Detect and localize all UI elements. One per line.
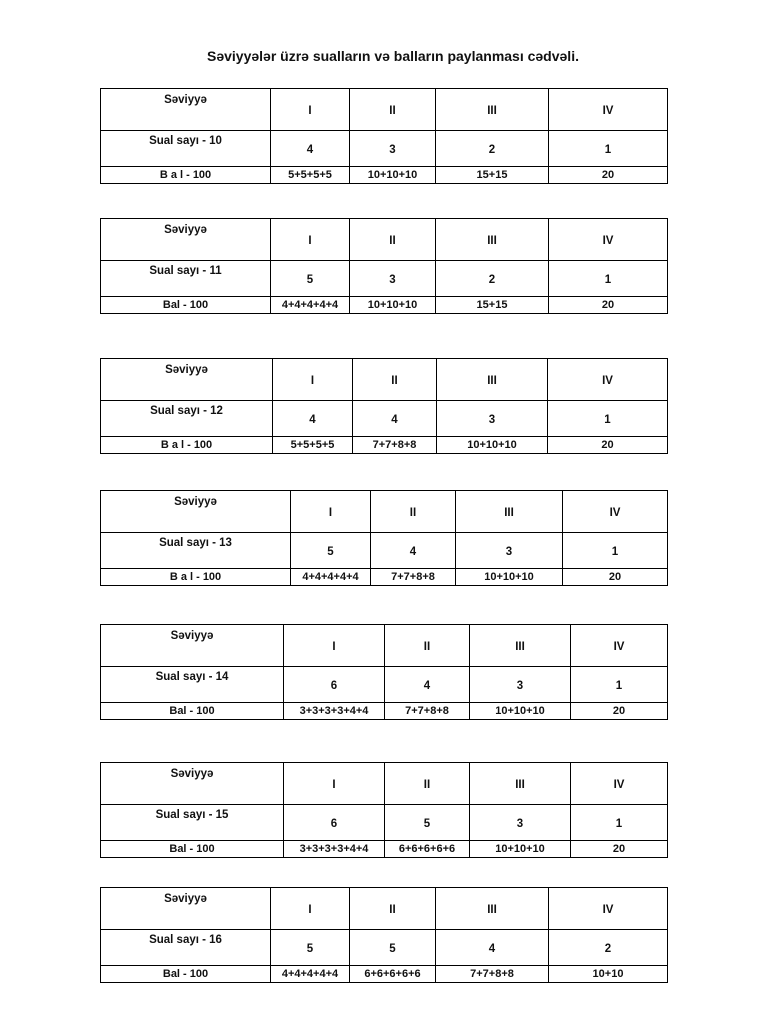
points-row: [101, 569, 668, 586]
level-cell: IV: [563, 491, 668, 533]
question-count-cell: 2: [436, 131, 549, 167]
level-row: [101, 625, 668, 667]
level-cell: II: [350, 219, 436, 261]
level-cell: III: [436, 89, 549, 131]
points-cell: 3+3+3+3+4+4: [284, 841, 385, 858]
question-count-row: [101, 667, 668, 703]
points-row: [101, 437, 668, 454]
points-cell: 20: [563, 569, 668, 586]
level-cell: II: [385, 625, 470, 667]
points-row: [101, 703, 668, 720]
question-count-cell: 5: [291, 533, 371, 569]
level-cell: I: [271, 219, 350, 261]
distribution-table-13: [100, 490, 668, 586]
points-cell: 10+10+10: [456, 569, 563, 586]
level-label-cell: Səviyyə: [101, 359, 273, 401]
level-label-cell: Səviyyə: [101, 491, 291, 533]
points-cell: 4+4+4+4+4: [291, 569, 371, 586]
question-count-label-cell: Sual sayı - 11: [101, 261, 271, 297]
question-count-cell: 5: [271, 930, 350, 966]
question-count-cell: 4: [436, 930, 549, 966]
points-cell: 7+7+8+8: [353, 437, 437, 454]
question-count-cell: 3: [470, 805, 571, 841]
level-row: [101, 763, 668, 805]
points-cell: 15+15: [436, 297, 549, 314]
level-cell: II: [371, 491, 456, 533]
points-cell: 5+5+5+5: [273, 437, 353, 454]
question-count-cell: 3: [350, 261, 436, 297]
points-cell: 20: [548, 437, 668, 454]
question-count-row: [101, 930, 668, 966]
level-cell: I: [271, 888, 350, 930]
points-cell: 20: [571, 703, 668, 720]
question-count-cell: 6: [284, 805, 385, 841]
question-count-label-cell: Sual sayı - 16: [101, 930, 271, 966]
page-title: Səviyyələr üzrə sualların və balların paylanması cədvəli.: [207, 48, 579, 64]
points-row: [101, 297, 668, 314]
level-cell: III: [437, 359, 548, 401]
level-label-cell: Səviyyə: [101, 219, 271, 261]
question-count-cell: 3: [470, 667, 571, 703]
points-cell: 10+10: [549, 966, 668, 983]
level-cell: IV: [571, 763, 668, 805]
points-cell: 20: [549, 297, 668, 314]
level-cell: IV: [549, 89, 668, 131]
level-cell: I: [271, 89, 350, 131]
question-count-row: [101, 533, 668, 569]
level-cell: IV: [548, 359, 668, 401]
question-count-cell: 1: [549, 261, 668, 297]
points-cell: 7+7+8+8: [436, 966, 549, 983]
question-count-cell: 5: [350, 930, 436, 966]
level-cell: III: [436, 888, 549, 930]
points-cell: 7+7+8+8: [385, 703, 470, 720]
question-count-label-cell: Sual sayı - 15: [101, 805, 284, 841]
question-count-label-cell: Sual sayı - 13: [101, 533, 291, 569]
level-cell: III: [456, 491, 563, 533]
level-cell: IV: [571, 625, 668, 667]
points-label-cell: Bal - 100: [101, 966, 271, 983]
points-row: [101, 841, 668, 858]
level-row: [101, 491, 668, 533]
points-cell: 4+4+4+4+4: [271, 966, 350, 983]
level-label-cell: Səviyyə: [101, 89, 271, 131]
question-count-cell: 2: [436, 261, 549, 297]
level-label-cell: Səviyyə: [101, 763, 284, 805]
level-cell: II: [350, 89, 436, 131]
points-cell: 10+10+10: [437, 437, 548, 454]
level-cell: III: [470, 763, 571, 805]
question-count-cell: 1: [548, 401, 668, 437]
points-label-cell: B a l - 100: [101, 437, 273, 454]
points-cell: 6+6+6+6+6: [385, 841, 470, 858]
points-cell: 20: [571, 841, 668, 858]
level-cell: II: [350, 888, 436, 930]
question-count-cell: 1: [549, 131, 668, 167]
question-count-cell: 1: [571, 805, 668, 841]
points-cell: 6+6+6+6+6: [350, 966, 436, 983]
points-cell: 15+15: [436, 167, 549, 184]
points-cell: 7+7+8+8: [371, 569, 456, 586]
level-row: [101, 89, 668, 131]
points-label-cell: Bal - 100: [101, 703, 284, 720]
level-cell: I: [273, 359, 353, 401]
level-cell: III: [470, 625, 571, 667]
level-label-cell: Səviyyə: [101, 625, 284, 667]
points-label-cell: B a l - 100: [101, 569, 291, 586]
distribution-table-11: [100, 218, 668, 314]
level-cell: I: [284, 625, 385, 667]
question-count-row: [101, 401, 668, 437]
distribution-table-15: [100, 762, 668, 858]
points-row: [101, 966, 668, 983]
question-count-row: [101, 805, 668, 841]
points-row: [101, 167, 668, 184]
distribution-table-16: [100, 887, 668, 983]
question-count-row: [101, 261, 668, 297]
question-count-cell: 3: [437, 401, 548, 437]
question-count-cell: 2: [549, 930, 668, 966]
question-count-cell: 1: [571, 667, 668, 703]
distribution-table-14: [100, 624, 668, 720]
level-label-cell: Səviyyə: [101, 888, 271, 930]
points-cell: 20: [549, 167, 668, 184]
question-count-cell: 4: [353, 401, 437, 437]
question-count-cell: 3: [350, 131, 436, 167]
question-count-cell: 5: [385, 805, 470, 841]
points-cell: 10+10+10: [350, 167, 436, 184]
level-cell: I: [291, 491, 371, 533]
points-cell: 5+5+5+5: [271, 167, 350, 184]
question-count-cell: 5: [271, 261, 350, 297]
level-row: [101, 219, 668, 261]
points-label-cell: B a l - 100: [101, 167, 271, 184]
level-cell: II: [353, 359, 437, 401]
level-cell: III: [436, 219, 549, 261]
level-row: [101, 359, 668, 401]
points-cell: 10+10+10: [470, 841, 571, 858]
distribution-table-12: [100, 358, 668, 454]
level-cell: II: [385, 763, 470, 805]
question-count-cell: 4: [271, 131, 350, 167]
points-cell: 3+3+3+3+4+4: [284, 703, 385, 720]
question-count-cell: 4: [385, 667, 470, 703]
question-count-cell: 1: [563, 533, 668, 569]
points-label-cell: Bal - 100: [101, 841, 284, 858]
distribution-table-10: [100, 88, 668, 184]
points-cell: 4+4+4+4+4: [271, 297, 350, 314]
level-cell: I: [284, 763, 385, 805]
level-cell: IV: [549, 219, 668, 261]
question-count-cell: 4: [371, 533, 456, 569]
question-count-cell: 4: [273, 401, 353, 437]
question-count-label-cell: Sual sayı - 14: [101, 667, 284, 703]
points-cell: 10+10+10: [350, 297, 436, 314]
question-count-cell: 3: [456, 533, 563, 569]
question-count-label-cell: Sual sayı - 12: [101, 401, 273, 437]
question-count-row: [101, 131, 668, 167]
question-count-label-cell: Sual sayı - 10: [101, 131, 271, 167]
points-cell: 10+10+10: [470, 703, 571, 720]
question-count-cell: 6: [284, 667, 385, 703]
points-label-cell: Bal - 100: [101, 297, 271, 314]
level-row: [101, 888, 668, 930]
level-cell: IV: [549, 888, 668, 930]
